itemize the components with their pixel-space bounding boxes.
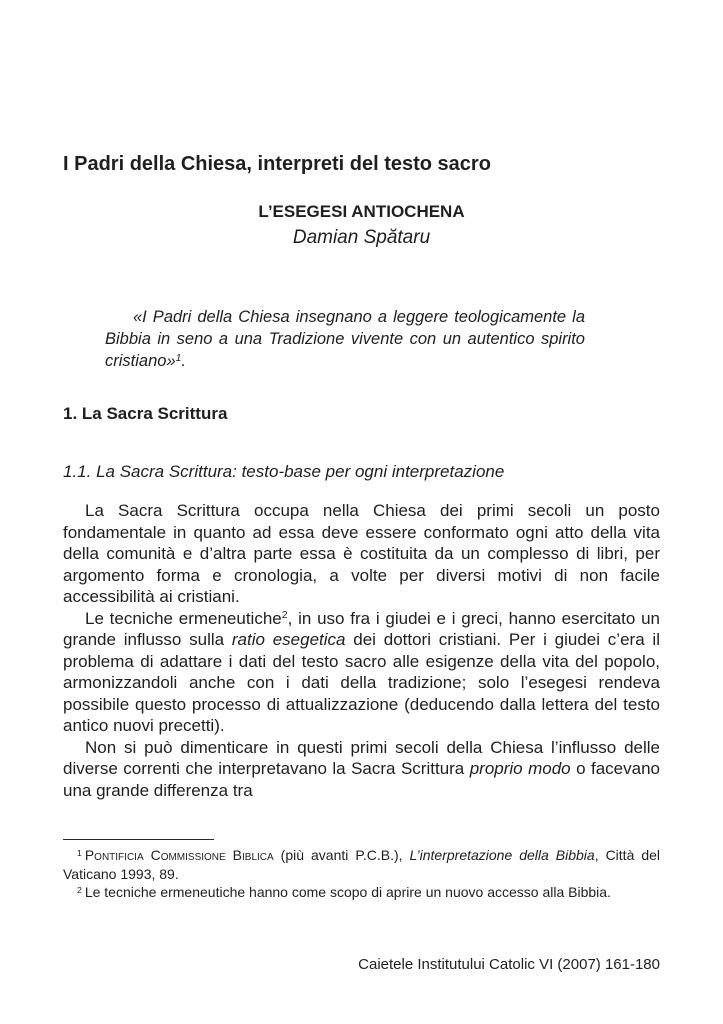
article-title: I Padri della Chiesa, interpreti del testo sacro [63,153,491,175]
journal-citation-footer: Caietele Institutului Catolic VI (2007) 161-180 [358,956,660,973]
body-paragraph-2 [63,608,660,737]
body-text [63,500,660,801]
author-name: Damian Spătaru [292,227,431,248]
footnote-ref-2: 2 [281,609,288,622]
footnote-2-text: Le tecniche ermeneutiche hanno come scopo di aprire un nuovo accesso alla Bibbia. [84,884,611,900]
paragraph-3-text: o facevano una grande differenza tra [63,759,660,800]
paragraph-2-text: dei dottori cristiani. Per i giudei c’era il problema di adattare i dati del testo sacro alle esigenze della vita del popolo, armonizzandoli anche con i dati della tradizione; solo l’esegesi rendeva possibile questo processo di attualizzazione (deducendo dalla lettera del testo antico nuovi precetti). [63,630,660,735]
footnote-ref-1: 1 [175,352,182,364]
footnote-separator-rule [63,839,214,840]
footnote-1-book-title: L’interpretazione della Bibbia [409,847,595,863]
footnote-1-text: (più avanti P.C.B.), [273,847,410,863]
footnote-2 [63,883,660,902]
paragraph-3-text: Non si può dimenticare in questi primi secoli della Chiesa l’influsso delle diverse correnti che interpretavano la Sacra Scrittura [63,737,660,778]
article-subtitle: L’ESEGESI ANTIOCHENA [258,202,465,221]
footnote-1 [63,846,660,883]
section-heading-1: 1. La Sacra Scrittura [63,404,228,423]
subsection-heading-1-1: 1.1. La Sacra Scrittura: testo-base per ogni interpretazione [63,462,505,481]
quote-text: «I Padri della Chiesa insegnano a leggere teologicamente la Bibbia in seno a una Tradizione vivente con un autentico spirito cristiano» [105,308,585,370]
paragraph-2-text: , in uso fra i giudei e i greci, hanno esercitato un grande influsso sulla [63,608,660,649]
paragraph-2-text: Le tecniche ermeneutiche [85,608,282,628]
page-content [0,152,723,801]
quote-period: . [181,352,186,370]
body-paragraph-1: La Sacra Scrittura occupa nella Chiesa dei primi secoli un posto fondamentale in quanto ad essa deve essere conformato ogni atto della vita della comunità e d’altra parte essa è costituita da un complesso di libri, per argomento forma e cronologia, a volte per diversi motivi di non facile accessibilità ai cristiani. [63,501,660,606]
footnote-1-text: , Città del Vaticano 1993, 89. [63,847,661,882]
footnote-1-smallcaps-author: Pontificia Commissione Biblica [84,847,274,863]
footnotes-section [63,839,660,902]
epigraph-quote [105,306,585,372]
italic-phrase: proprio modo [469,759,571,778]
latin-phrase-italic: ratio esegetica [231,630,346,649]
footnote-1-number: 1 [77,847,82,858]
footnote-2-number: 2 [77,884,82,895]
body-paragraph-3 [63,737,660,802]
